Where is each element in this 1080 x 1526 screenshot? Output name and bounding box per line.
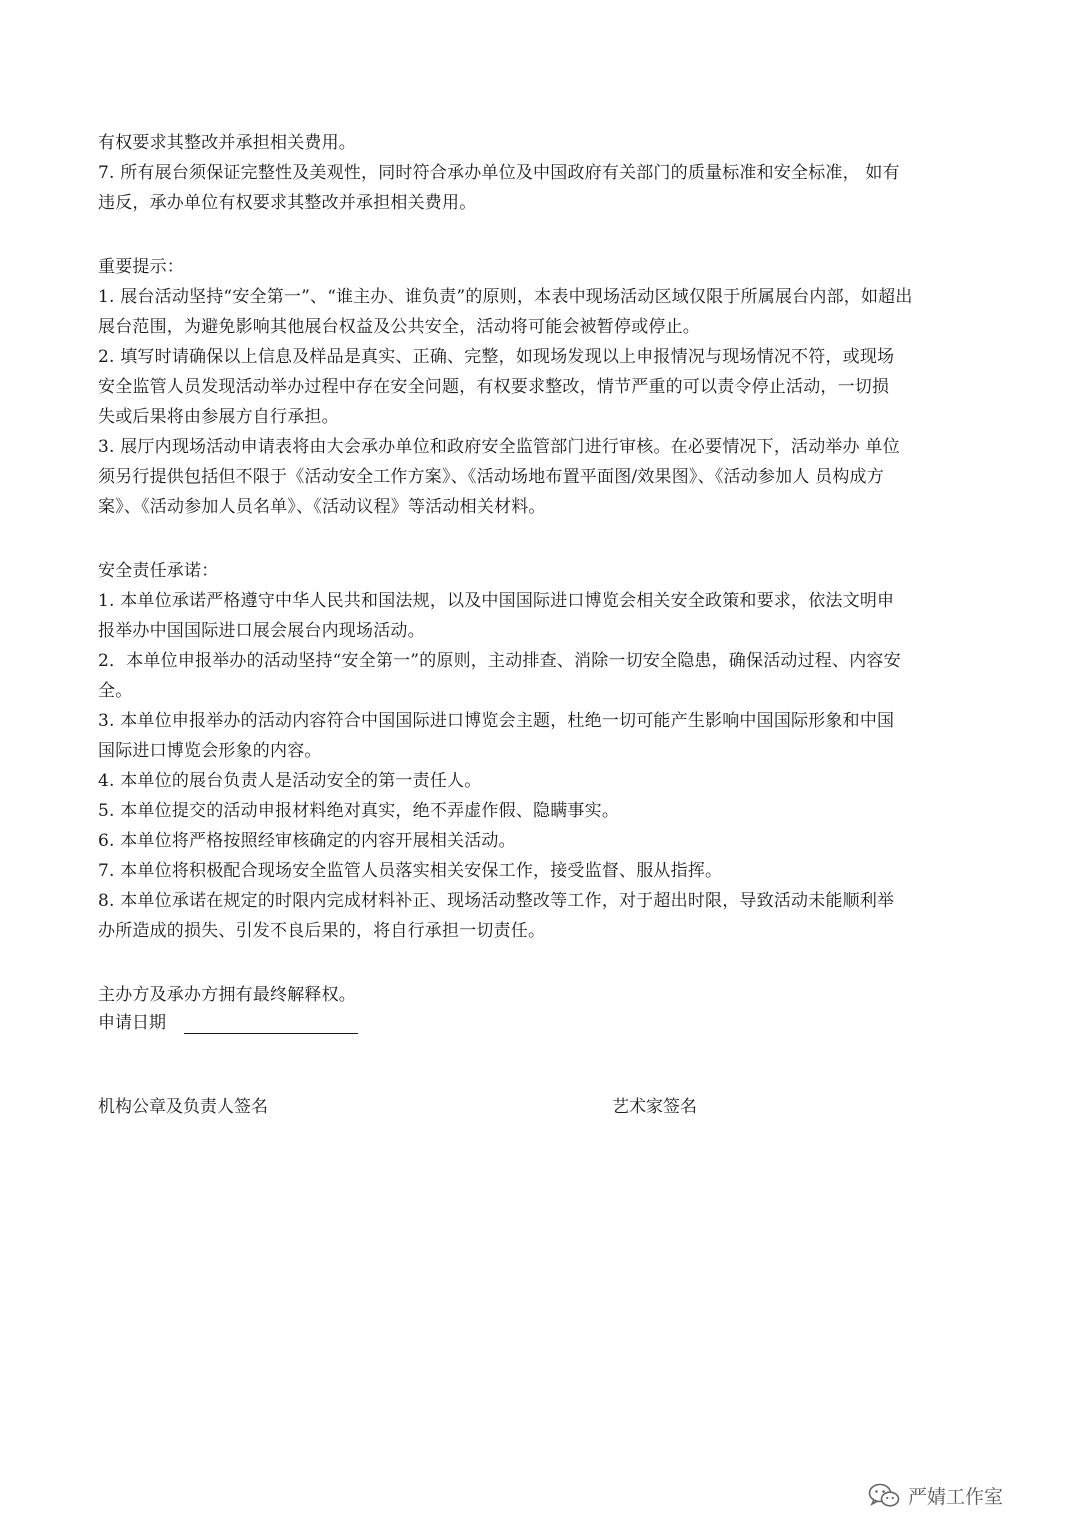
- commitment-line: 办所造成的损失、引发不良后果的，将自行承担一切责任。: [98, 921, 546, 941]
- notice-line: 安全监管人员发现活动举办过程中存在安全问题，有权要求整改，情节严重的可以责令停止活动，一切损: [98, 377, 890, 397]
- notice-line: 展台范围，为避免影响其他展台权益及公共安全，活动将可能会被暂停或停止。: [98, 317, 700, 337]
- commitment-line: 2．本单位申报举办的活动坚持“安全第一”的原则，主动排查、消除一切安全隐患，确保活动过程、内容安: [98, 651, 901, 671]
- notice-line: 2. 填写时请确保以上信息及样品是真实、正确、完整，如现场发现以上申报情况与现场情况不符，或现场: [98, 347, 895, 367]
- document-body: [98, 128, 988, 1010]
- commitment-line: 1. 本单位承诺严格遵守中华人民共和国法规，以及中国国际进口博览会相关安全政策和要求，依法文明申: [98, 591, 895, 611]
- notice-line: 案》、《活动参加人员名单》、《活动议程》等活动相关材料。: [98, 497, 546, 517]
- commitment-line: 5. 本单位提交的活动申报材料绝对真实，绝不弄虚作假、隐瞒事实。: [98, 801, 620, 821]
- commitment-line: 7. 本单位将积极配合现场安全监管人员落实相关安保工作，接受监督、服从指挥。: [98, 861, 723, 881]
- notice-line: 1. 展台活动坚持“安全第一”、“谁主办、谁负责”的原则，本表中现场活动区域仅限于所属展台内部，如超出: [98, 287, 913, 307]
- notice-line: 3. 展厅内现场活动申请表将由大会承办单位和政府安全监管部门进行审核。在必要情况下，活动举办 单位: [98, 437, 900, 457]
- commitment-line: 4. 本单位的展台负责人是活动安全的第一责任人。: [98, 771, 482, 791]
- wechat-icon: [868, 1483, 900, 1509]
- artist-signature-label: 艺术家签名: [612, 1097, 697, 1117]
- commitment-line: 3. 本单位申报举办的活动内容符合中国国际进口博览会主题，杜绝一切可能产生影响中国国际形象和中国: [98, 711, 895, 731]
- final-note: 主办方及承办方拥有最终解释权。: [98, 985, 356, 1005]
- notice-line: 失或后果将由参展方自行承担。: [98, 407, 339, 427]
- notice-line: 须另行提供包括但不限于《活动安全工作方案》、《活动场地布置平面图/效果图》、《活动参加人 员构成方: [98, 467, 884, 487]
- text-line: 7. 所有展台须保证完整性及美观性，同时符合承办单位及中国政府有关部门的质量标准和安全标准， 如有: [98, 163, 900, 183]
- date-blank-line[interactable]: [184, 1033, 358, 1034]
- text-line: 违反，承办单位有权要求其整改并承担相关费用。: [98, 193, 477, 213]
- notice-heading: 重要提示：: [98, 257, 184, 277]
- application-date-row: [98, 1008, 358, 1038]
- commitment-heading: 安全责任承诺：: [98, 561, 219, 581]
- commitment-line: 报举办中国国际进口展会展台内现场活动。: [98, 621, 425, 641]
- commitment-line: 8. 本单位承诺在规定的时限内完成材料补正、现场活动整改等工作，对于超出时限，导致活动未能顺利举: [98, 891, 895, 911]
- commitment-line: 6. 本单位将严格按照经审核确定的内容开展相关活动。: [98, 831, 516, 851]
- commitment-line: 国际进口博览会形象的内容。: [98, 741, 322, 761]
- org-signature-label: 机构公章及负责人签名: [98, 1097, 268, 1117]
- text-line: 有权要求其整改并承担相关费用。: [98, 133, 356, 153]
- watermark: [868, 1482, 1003, 1509]
- watermark-text: 严婧工作室: [908, 1486, 1004, 1508]
- commitment-line: 全。: [98, 681, 133, 701]
- date-label: 申请日期: [98, 1013, 166, 1033]
